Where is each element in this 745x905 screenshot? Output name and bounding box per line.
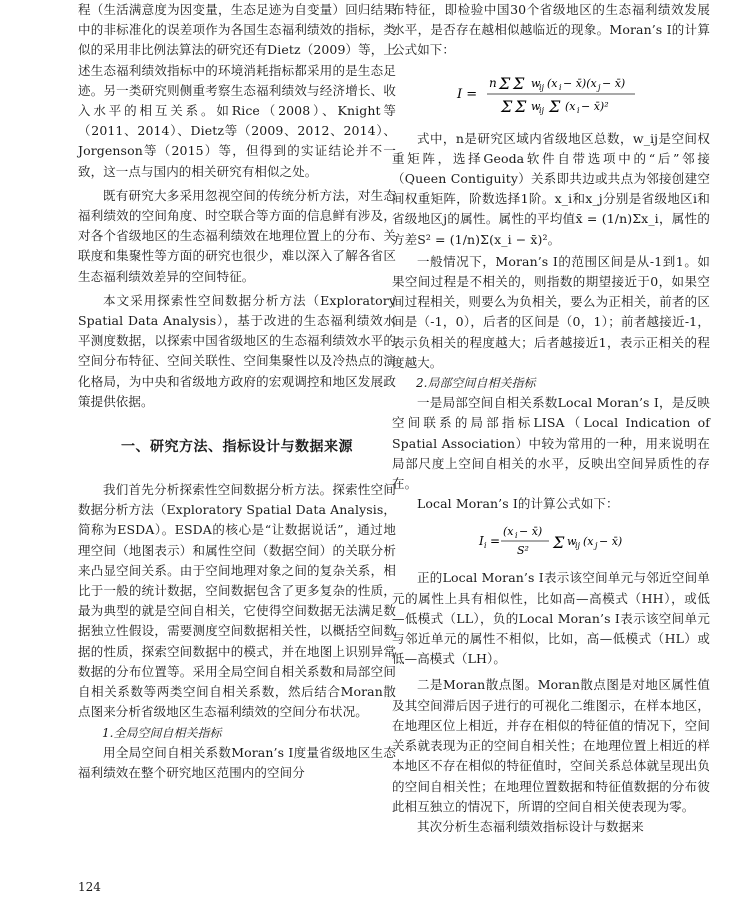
paragraph: Local Moran’s I的计算公式如下： <box>417 496 619 512</box>
paragraph: 一般情况下，Moran’s I的范围区间是从-1到1。如果空间过程是不相关的，则指数的期望接近于0，如果空间过程相关，则要么为负相关，要么为正相关，前者的区间是（-1，0），后者的区间是（0，1）；前者越接近-1，表示负相关的程度越大；后者越接近1，表示正相关的程度越大。 <box>392 253 710 370</box>
svg-text:i: i <box>577 105 580 115</box>
page-number: 124 <box>78 880 101 894</box>
paragraph: 用全局空间自相关系数Moran’s I度量省级地区生态福利绩效在整个研究地区范围内的空间分 <box>78 744 396 780</box>
svg-text:(x: (x <box>547 76 558 90</box>
svg-text:i: i <box>559 82 562 92</box>
subsection-heading: 1.全局空间自相关指标 <box>102 725 222 740</box>
svg-text:− x̄)²: − x̄)² <box>581 99 609 113</box>
right-column <box>392 0 710 837</box>
svg-text:Σ: Σ <box>515 96 527 116</box>
svg-text:j: j <box>598 82 601 92</box>
svg-text:Σ: Σ <box>499 73 511 93</box>
paragraph: 式中，n是研究区域内省级地区总数，w_ij是空间权重矩阵，选择Geoda软件自带选项中的“后”邻接（Queen Contiguity）关系即共边或共点为邻接创建空间权重矩阵，阶数选择1阶。x_i和x_j分别是省级地区i和省级地区j的属性。属性的平均值x̄ = (1/n)Σx_i，属性的方差S² = (1/n)Σ(x_i − x̄)²。 <box>392 130 710 247</box>
svg-text:− x̄): − x̄) <box>602 76 626 90</box>
paragraph: 一是局部空间自相关系数Local Moran’s I，是反映空间联系的局部指标LISA（Local Indication of Spatial Association）中较为常用的一种，用来说明在局部尺度上空间自相关的水平，反映出空间异质性的存在。 <box>392 395 710 492</box>
svg-text:i: i <box>515 531 518 541</box>
svg-text:(x: (x <box>583 535 594 549</box>
paragraph: 其次分析生态福利绩效指标设计与数据来 <box>417 818 644 834</box>
local-morans-i-formula <box>392 520 710 560</box>
paragraph: 正的Local Moran’s I表示该空间单元与邻近空间单元的属性上具有相似性，比如高—高模式（HH），或低—低模式（LL），负的Local Moran’s I表示该空间单元与邻近单元的属性不相似，比如，高—低模式（HL）或低—高模式（LH）。 <box>392 570 710 667</box>
svg-text:Σ: Σ <box>501 96 513 116</box>
svg-text:ij: ij <box>539 105 545 115</box>
svg-text:j: j <box>595 541 598 551</box>
section-heading: 一、研究方法、指标设计与数据来源 <box>121 439 353 456</box>
paragraph: 我们首先分析探索性空间数据分析方法。探索性空间数据分析方法（Exploratory Spatial Data Analysis，简称为ESDA）。ESDA的核心是“让数据说话”，通过地理空间（地图表示）和属性空间（数据空间）的关联分析来凸显空间关系。由于空间地理对象之间的复杂关系，相比于一般的统计数据，空间数据包含了更多复杂的性质，最为典型的就是空间自相关，它使得空间数据无法满足数据独立性假设，需要测度空间数据相关性，以概括空间数据的性质，探索空间数据中的模式，并在地图上识别异常数据的分布位置等。采用全局空间自相关系数和局部空间自相关系数等两类空间自相关系数，然后结合Moran散点图来分析省级地区生态福利绩效的空间分布状况。 <box>78 482 396 720</box>
svg-text:w: w <box>567 535 577 549</box>
paragraph: 二是Moran散点图。Moran散点图是对地区属性值及其空间滞后因子进行的可视化二维图示，在样本地区，在地理区位上相近，并存在相似的特征值的情况下，空间关系就表现为正的空间自相关性；在地理位置上相近的样本地区不存在相似的特征值时，空间关系总体就呈现出负的空间自相关性；在地理位置数据和特征值数据的分布彼此相互独立的情况下，所谓的空间自相关使表现为零。 <box>392 677 710 814</box>
paragraph: 既有研究大多采用忽视空间的传统分析方法，对生态福利绩效的空间角度、时空联合等方面的信息鲜有涉及，对各个省级地区的生态福利绩效在地理位置上的分布、关联度和集聚性等方面的研究也很少，难以深入了解各省区生态福利绩效差异的空间特征。 <box>78 187 396 284</box>
svg-text:− x̄)(x: − x̄)(x <box>563 76 597 90</box>
svg-text:I: I <box>479 534 484 549</box>
svg-text:Σ: Σ <box>553 533 565 553</box>
svg-text:− x̄): − x̄) <box>599 535 623 549</box>
svg-text:(x: (x <box>565 99 576 113</box>
svg-text:w: w <box>531 76 541 90</box>
left-column <box>78 0 396 783</box>
subsection-heading: 2.局部空间自相关指标 <box>416 376 536 391</box>
svg-text:=: = <box>490 534 501 549</box>
formula-graphic <box>461 520 641 560</box>
svg-text:n: n <box>489 75 497 90</box>
svg-text:Σ: Σ <box>549 96 561 116</box>
svg-text:w: w <box>531 99 541 113</box>
svg-text:Σ: Σ <box>513 73 525 93</box>
svg-text:ij: ij <box>539 82 545 92</box>
morans-i-formula <box>392 67 710 121</box>
paragraph: 布特征，即检验中国30个省级地区的生态福利绩效发展水平，是否存在越相似越临近的现象。Moran’s I的计算公式如下： <box>392 2 710 58</box>
svg-text:i: i <box>484 541 487 551</box>
paragraph: 本文采用探索性空间数据分析方法（Exploratory Spatial Data Analysis），基于改进的生态福利绩效水平测度数据，以探索中国省级地区的生态福利绩效水平的空间分布特征、空间关联性、空间集聚性以及冷热点的演化格局，为中央和省级地方政府的宏观调控和地区发展政策提供依据。 <box>78 292 396 409</box>
paragraph: 程（生活满意度为因变量，生态足迹为自变量）回归结果中的非标准化的误差项作为各国生态福利绩效的指标，类似的采用非比例法算法的研究还有Dietz（2009）等，上述生态福利绩效指标中的环境消耗指标都采用的是生态足迹。另一类研究则侧重考察生态福利绩效与经济增长、收入水平的相互关系。如Rice（2008）、Knight等（2011、2014）、Dietz等（2009、2012、2014）、Jorgenson等（2015）等，但得到的实证结论并不一致，这一点与国内的相关研究有相似之处。 <box>78 2 396 179</box>
svg-text:S²: S² <box>517 544 529 558</box>
svg-text:I =: I = <box>457 86 478 102</box>
formula-graphic <box>451 67 651 121</box>
svg-text:ij: ij <box>575 541 581 551</box>
svg-text:(x: (x <box>503 525 514 539</box>
svg-text:− x̄): − x̄) <box>519 525 543 539</box>
